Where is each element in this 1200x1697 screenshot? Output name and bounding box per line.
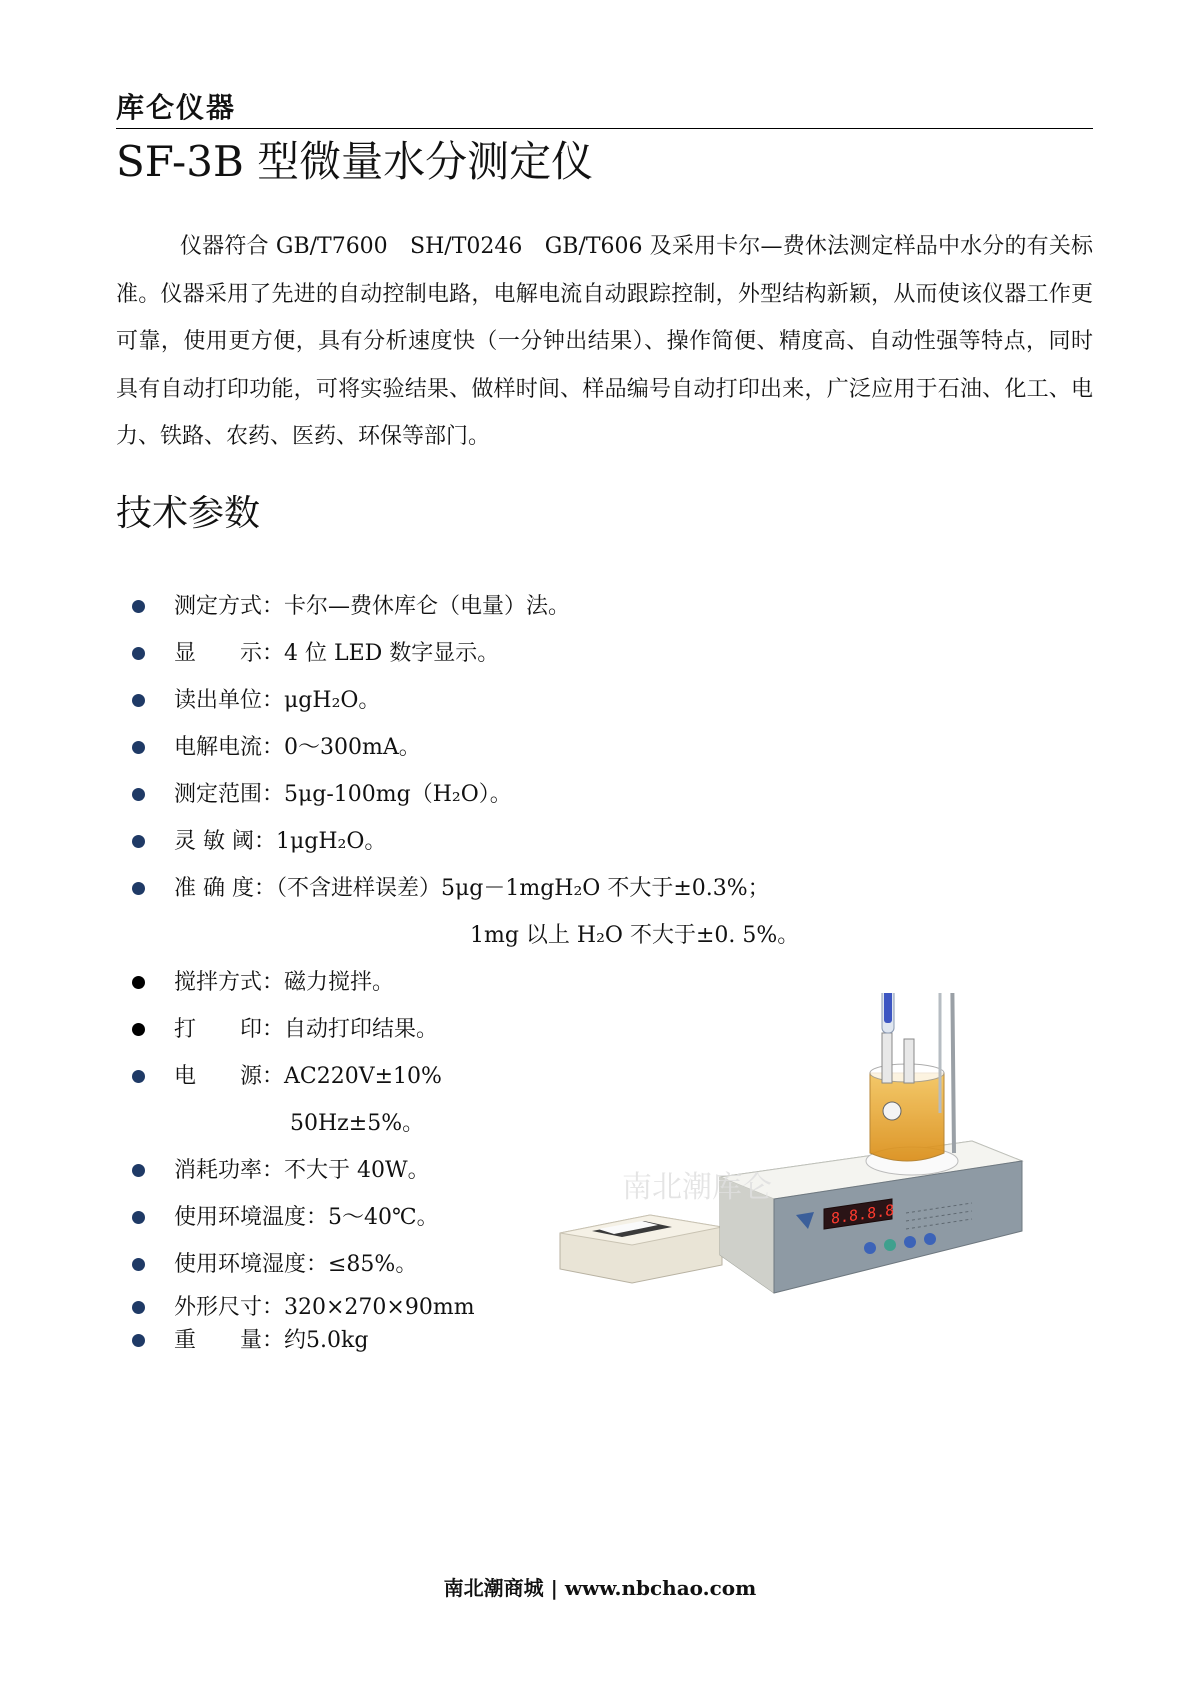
- bullet-icon: [132, 835, 145, 848]
- bullet-icon: [132, 1164, 145, 1177]
- spec-continuation-power: 50Hz±5%。: [290, 1111, 425, 1136]
- bullet-icon: [132, 1070, 145, 1083]
- spec-text: 消耗功率：不大于 40W。: [174, 1158, 430, 1183]
- bullet-icon: [132, 1334, 145, 1347]
- spec-text: 打 印：自动打印结果。: [174, 1017, 439, 1042]
- spec-text: 电 源：AC220V±10%: [174, 1064, 442, 1089]
- watermark-text: 南北潮库仑: [622, 1170, 772, 1205]
- bullet-icon: [132, 788, 145, 801]
- section-title: 技术参数: [116, 493, 261, 534]
- led-display: 8.8.8.8: [831, 1200, 895, 1228]
- spec-continuation-accuracy: 1mg 以上 H₂O 不大于±0. 5%。: [470, 923, 800, 948]
- bullet-icon: [132, 1301, 145, 1314]
- printer-icon: [560, 1215, 722, 1283]
- bullet-icon: [132, 1211, 145, 1224]
- bullet-icon: [132, 976, 145, 989]
- spec-text: 使用环境温度：5～40℃。: [174, 1205, 439, 1230]
- spec-text: 测定方式：卡尔—费休库仑（电量）法。: [174, 594, 571, 619]
- header-rule: [116, 128, 1093, 129]
- instrument-photo: [552, 993, 1052, 1313]
- page-title: SF-3B 型微量水分测定仪: [116, 137, 594, 186]
- spec-text: 显 示：4 位 LED 数字显示。: [174, 641, 500, 666]
- intro-paragraph: 仪器符合 GB/T7600 SH/T0246 GB/T606 及采用卡尔—费休法测定样品中水分的有关标准。仪器采用了先进的自动控制电路，电解电流自动跟踪控制，外型结构新颖，从而使该仪器工作更可靠，使用更方便，具有分析速度快（一分钟出结果）、操作简便、精度高、自动性强等特点，同时具有自动打印功能，可将实验结果、做样时间、样品编号自动打印出来，广泛应用于石油、化工、电力、铁路、农药、医药、环保等部门。: [116, 234, 1093, 449]
- spec-text: 搅拌方式：磁力搅拌。: [174, 970, 395, 995]
- bullet-icon: [132, 694, 145, 707]
- spec-text: 测定范围：5μg-100mg（H₂O）。: [174, 782, 512, 807]
- footer: 南北潮商城 | www.nbchao.com: [443, 1576, 757, 1600]
- titration-cell: [870, 993, 954, 1161]
- bullet-icon: [132, 647, 145, 660]
- spec-text: 重 量：约5.0kg: [174, 1328, 369, 1353]
- spec-text: 灵 敏 阈：1μgH₂O。: [174, 829, 387, 854]
- category-label: 库仑仪器: [116, 91, 237, 124]
- bullet-icon: [132, 1258, 145, 1271]
- spec-text: 读出单位：μgH₂O。: [174, 688, 381, 713]
- spec-text: 电解电流：0～300mA。: [174, 735, 421, 760]
- spec-text: 准 确 度：（不含进样误差）5μg－1mgH₂O 不大于±0.3%；: [174, 876, 770, 901]
- bullet-icon: [132, 1023, 145, 1036]
- bullet-icon: [132, 882, 145, 895]
- spec-text: 外形尺寸：320×270×90mm: [174, 1295, 475, 1320]
- spec-text: 使用环境湿度：≤85%。: [174, 1252, 418, 1277]
- bullet-icon: [132, 600, 145, 613]
- bullet-icon: [132, 741, 145, 754]
